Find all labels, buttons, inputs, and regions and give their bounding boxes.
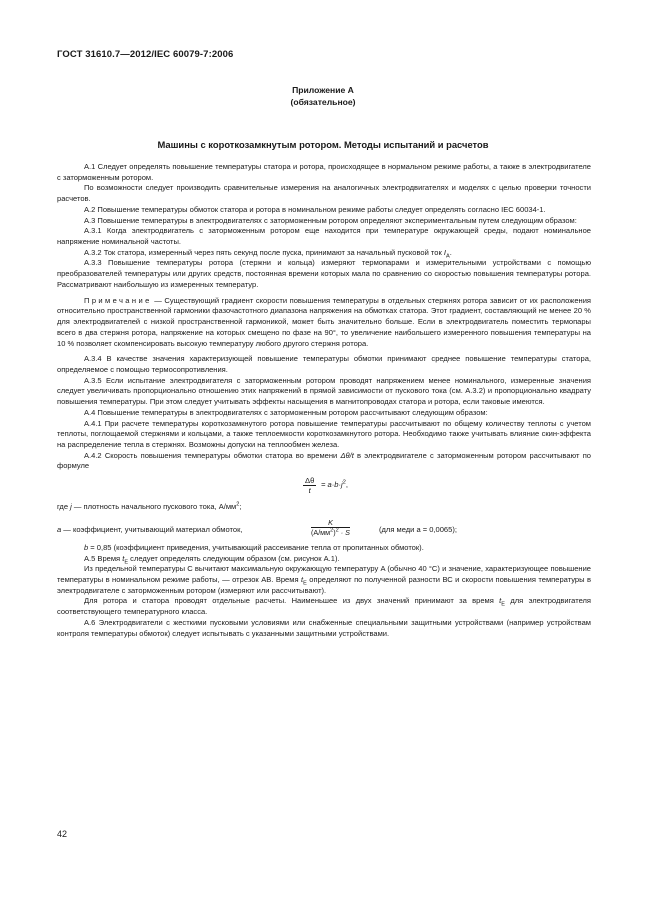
formula-temperature-rate — [57, 472, 591, 502]
paragraph-a1-note: По возможности следует производить сравнительные измерения на аналогичных электродвигателях и моделях с целью проверки точности расчетов. — [57, 183, 591, 204]
note-label: Примечание — [84, 295, 152, 305]
annex-status: (обязательное) — [290, 97, 356, 107]
where-b: b = 0,85 (коэффициент приведения, учитывающий рассеивание тепла от пропитанных обмоток). — [84, 542, 424, 552]
formula-rhs: = $a\cdot b\cdot j^2$, — [321, 479, 348, 490]
formula-numerator: Δθ — [305, 476, 315, 486]
where-j: где j — плотность начального пускового тока, $А/мм^2$; — [57, 501, 242, 512]
annex-title: Приложение А — [292, 85, 354, 95]
note-text: — Существующий градиент скорости повышения температуры в отдельных стержнях ротора зависит от их расположения относительно пространственной гармоники фазочастотного диапазона напряжения на обмотках статора. Этот градиент, составляющий не менее 20 % для электродвигателей с низкой пространственной гармоникой, может быть значительно больше. Если в электродвигатель поместить термопары всего в два стержня ротора, напряжение на которых смещено по фазе на 90°, то увеличение наибольшего измеренного повышения температуры на 10 % позволяет скомпенсировать высокую температуру любого другого стержня ротора. — [57, 295, 591, 348]
document-id: ГОСТ 31610.7—2012/IEC 60079-7:2006 — [57, 49, 234, 60]
paragraph-a3-2: А.3.2 Ток статора, измеренный через пять секунд после пуска, принимают за начальный пусковой ток $I_A$. — [84, 247, 452, 260]
paragraph-a2: А.2 Повышение температуры обмоток статора и ротора в номинальном режиме работы следует определять согласно IEC 60034-1. — [84, 204, 546, 214]
section-title: Машины с короткозамкнутым ротором. Методы испытаний и расчетов — [157, 139, 489, 150]
where-a: a — коэффициент, учитывающий материал обмоток, K $(А/мм^2)^2 \cdot S$ (для меди a = 0,0065); — [57, 517, 457, 537]
document-body — [57, 162, 591, 639]
paragraph-a4-2: А.4.2 Скорость повышения температуры обмотки статора во времени Δθ/t в электродвигателе с заторможенным ротором рассчитывают по формуле — [57, 450, 592, 471]
formula-fraction — [303, 476, 316, 495]
paragraph-a3: А.3 Повышение температуры в электродвигателях с заторможенным ротором определяют экспериментальным путем следующим образом: — [84, 215, 577, 225]
note — [57, 296, 591, 350]
paragraph-a3-4: А.3.4 В качестве значения характеризующей повышение температуры обмотки принимают среднее повышение температуры статора, определяемое с помощью термосопротивления. — [57, 354, 591, 374]
coefficient-fraction: K $(А/мм^2)^2 \cdot S$ — [311, 517, 350, 537]
paragraph-a4-1: А.4.1 При расчете температуры короткозамкнутого ротора повышение температуры рассчитывают по общему количеству теплоты с учетом теплоты, поглощаемой стержнями и кольцами, а также теплоемкости короткозамкнутого ротора. Необходимо также учитывать влияние скин-эффекта на распределение тепла в стержнях. Возможны допуски на теплообмен железа. — [57, 418, 591, 449]
paragraph-a3-3: А.3.3 Повышение температуры ротора (стержни и кольца) измеряют термопарами и измерительными устройствами с помощью преобразователей температуры или других средств, постоянная времени которых мала по сравнению со скоростью повышения температуры ротора. Рассматривают наибольшую из измеренных температур. — [57, 258, 591, 289]
paragraph-a5: А.5 Время $t_E$ следует определять следующим образом (см. рисунок А.1). — [84, 553, 340, 566]
paragraph-a3-1: А.3.1 Когда электродвигатель с заторможенным ротором еще находится при температуре окружающей среды, подают номинальное напряжение номинальной частоты. — [57, 226, 591, 247]
paragraph-a4: А.4 Повышение температуры в электродвигателях с заторможенным ротором рассчитывают следующим образом: — [84, 407, 488, 417]
paragraph-a5-calc: Из предельной температуры C вычитают максимальную окружающую температуру A (обычно 40 °C) и значение, характеризующее повышение температуры в номинальном режиме работы, — отрезок АВ. Время $t_E$ определяют по полученной разности ВС и скорости повышения температуры в электродвигателе с заторможенным ротором (измеряют или рассчитывают). — [57, 564, 592, 595]
paragraph-a5-separate: Для ротора и статора проводят отдельные расчеты. Наименьшее из двух значений принимают за время $t_E$ для электродвигателя соответствующего температурного класса. — [57, 596, 592, 617]
paragraph-a6: А.6 Электродвигатели с жесткими пусковыми условиями или снабженные специальными защитными устройствами (например устройствам контроля температуры обмоток) следует испытывать с указанными защитными устройствами. — [57, 617, 591, 638]
formula-denominator: t — [308, 486, 311, 496]
page-number: 42 — [57, 829, 68, 839]
paragraph-a1: А.1 Следует определять повышение температуры статора и ротора, происходящее в нормальном режиме работы, а также в электродвигателе с заторможенным ротором. — [57, 162, 591, 182]
copper-note: (для меди a = 0,0065); — [379, 524, 457, 534]
paragraph-a3-5: А.3.5 Если испытание электродвигателя с заторможенным ротором проводят напряжением менее номинального, измеренные значения следует увеличивать пропорционально отношению этих напряжений в прямой зависимости от пускового тока (см. А.3.2) и пропорционально квадрату повышения температуры. При этом следует учитывать эффекты насыщения в магнитопроводах статора и ротора, если таковые имеются. — [57, 375, 591, 407]
